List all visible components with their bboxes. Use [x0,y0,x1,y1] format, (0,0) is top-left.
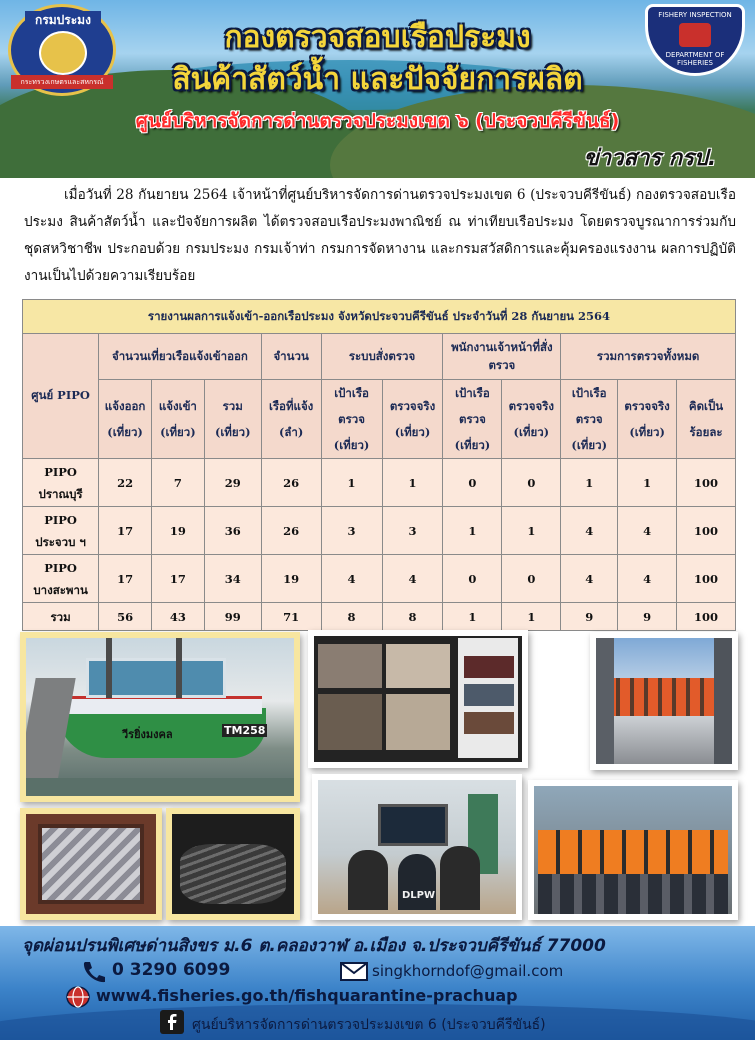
cell: 1 [618,459,677,507]
cell: 100 [677,507,736,555]
cell: 1 [502,603,561,631]
table-total-row [23,603,736,631]
cell: 1 [443,507,502,555]
cell: 1 [382,459,443,507]
subheader-out: แจ้งออก (เที่ยว) [99,380,152,459]
header-count: จำนวน [261,334,321,380]
cell: 1 [502,507,561,555]
cell: 17 [99,555,152,603]
phone-icon [80,960,106,984]
facebook-icon [160,1010,184,1034]
cell: 0 [502,555,561,603]
cell: 100 [677,555,736,603]
subheader-in: แจ้งเข้า (เที่ยว) [151,380,204,459]
cell: 29 [204,459,261,507]
center-name: ศูนย์บริหารจัดการด่านตรวจประมงเขต ๖ (ประจวบคีรีขันธ์) [135,110,620,132]
cell: 0 [443,459,502,507]
footer-email[interactable]: singkhorndof@gmail.com [372,962,564,980]
cell: 26 [261,507,321,555]
subheader-system-target: เป้าเรือ ตรวจ (เที่ยว) [321,380,382,459]
boat-name: วีรยิ่งมงคล [122,728,173,741]
cell: 1 [443,603,502,631]
subheader-system-actual: ตรวจจริง (เที่ยว) [382,380,443,459]
footer-facebook[interactable]: ศูนย์บริหารจัดการด่านตรวจประมงเขต 6 (ประจวบคีรีขันธ์) [192,1017,546,1033]
news-label: ข่าวสาร กรป. [583,146,717,171]
row-name: PIPO ปราณบุรี [23,459,99,507]
table-caption: รายงานผลการแจ้งเข้า-ออกเรือประมง จังหวัดประจวบคีรีขันธ์ ประจำวันที่ 28 กันยายน 2564 [23,300,736,334]
logo-right-top: FISHERY INSPECTION [658,11,732,19]
footer-contact [0,926,755,1040]
header-officer: พนักงานเจ้าหน้าที่สั่งตรวจ [443,334,561,380]
subheader-officer-actual: ตรวจจริง (เที่ยว) [502,380,561,459]
subheader-percent: คิดเป็น ร้อยละ [677,380,736,459]
cell: 3 [321,507,382,555]
header-banner [0,0,755,178]
cell: 34 [204,555,261,603]
cell: 19 [151,507,204,555]
email-icon [340,958,368,982]
subheader-total-actual: ตรวจจริง (เที่ยว) [618,380,677,459]
cell: 26 [261,459,321,507]
cell: 8 [382,603,443,631]
cell: 4 [561,555,618,603]
table-row [23,507,736,555]
cell: 4 [561,507,618,555]
header-trips: จำนวนเที่ยวเรือแจ้งเข้าออก [99,334,262,380]
cell: 9 [561,603,618,631]
photo-crew-boat [590,632,738,770]
header-system: ระบบสั่งตรวจ [321,334,443,380]
cell: 1 [561,459,618,507]
cell: 19 [261,555,321,603]
page-subtitle: สินค้าสัตว์น้ำ และปัจจัยการผลิต [172,62,583,97]
cell: 4 [618,507,677,555]
cell: 9 [618,603,677,631]
row-name: PIPO บางสะพาน [23,555,99,603]
cell: 0 [443,555,502,603]
report-table [22,299,736,631]
cell: 100 [677,459,736,507]
boat-registration: TM258 [224,724,266,737]
header-total-inspection: รวมการตรวจทั้งหมด [561,334,736,380]
cell: 3 [382,507,443,555]
cell: 43 [151,603,204,631]
cell: 36 [204,507,261,555]
uniform-label: DLPW [402,890,436,901]
cell: 99 [204,603,261,631]
subheader-boats: เรือที่แจ้ง (ลำ) [261,380,321,459]
cell: 7 [151,459,204,507]
globe-icon [66,986,90,1008]
photo-fish-catch [166,808,300,920]
cell: 1 [321,459,382,507]
footer-phone[interactable]: 0 3290 6099 [112,960,231,980]
cell: 4 [618,555,677,603]
photo-crew-lineup [528,780,738,920]
cell: 56 [99,603,152,631]
row-name: PIPO ประจวบ ฯ [23,507,99,555]
photo-office-inspection [312,774,522,920]
cell: 22 [99,459,152,507]
photo-video-conference [308,630,528,768]
table-row [23,555,736,603]
cell: 17 [99,507,152,555]
subheader-sum: รวม (เที่ยว) [204,380,261,459]
cell: 71 [261,603,321,631]
footer-address: จุดผ่อนปรนพิเศษด่านสิงขร ม.6 ต.คลองวาฬ อ.เมือง จ.ประจวบคีรีขันธ์ 77000 [22,936,606,956]
photo-fish-hold [20,808,162,920]
cell: 8 [321,603,382,631]
cell: 0 [502,459,561,507]
subheader-officer-target: เป้าเรือ ตรวจ (เที่ยว) [443,380,502,459]
logo-left-subtext: กระทรวงเกษตรและสหกรณ์ [11,75,113,89]
table-row [23,459,736,507]
logo-left-text: กรมประมง [25,11,101,29]
cell: 4 [321,555,382,603]
cell: 4 [382,555,443,603]
total-label: รวม [23,603,99,631]
header-center: ศูนย์ PIPO [23,334,99,459]
logo-right-bottom: DEPARTMENT OF FISHERIES [665,51,725,67]
subheader-total-target: เป้าเรือ ตรวจ (เที่ยว) [561,380,618,459]
news-paragraph: เมื่อวันที่ 28 กันยายน 2564 เจ้าหน้าที่ศูนย์บริหารจัดการด่านตรวจประมงเขต 6 (ประจวบคีรีขันธ์) กองตรวจสอบเรือประมง สินค้าสัตว์น้ำ และปัจจัยการผลิต ได้ตรวจสอบเรือประมงพาณิชย์ ณ ท่าเทียบเรือประมง โดยตรวจบูรณาการร่วมกับชุดสหวิชาชีพ ประกอบด้วย กรมประมง กรมเจ้าท่า กรมการจัดหางาน และกรมสวัสดิการและคุ้มครองแรงงาน ผลการปฏิบัติงานเป็นไปด้วยความเรียบร้อย [24,187,736,284]
cell: 17 [151,555,204,603]
cell: 100 [677,603,736,631]
footer-website[interactable]: www4.fisheries.go.th/fishquarantine-prachuap [96,986,518,1005]
photo-fishing-boat [20,632,300,802]
page-title: กองตรวจสอบเรือประมง [224,20,531,55]
